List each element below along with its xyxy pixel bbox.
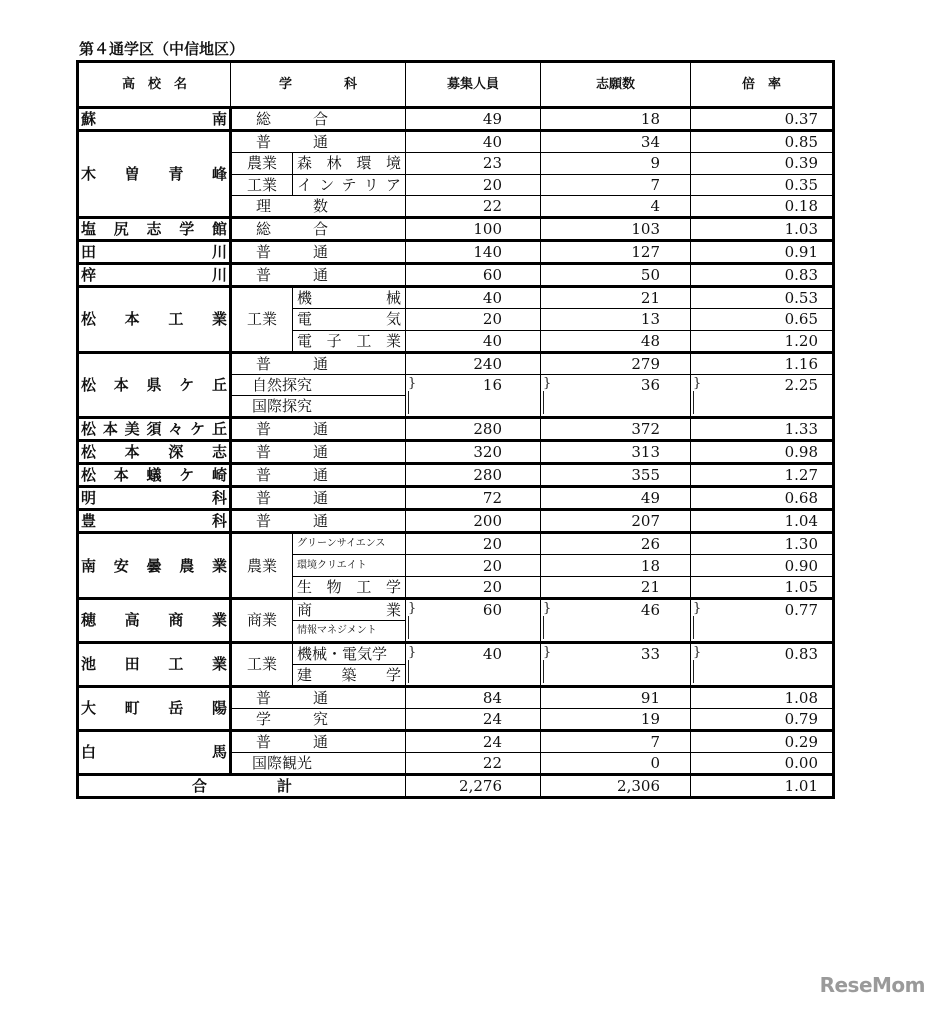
applicants-value: 207 [541,510,691,533]
department: 建築学 [293,664,406,686]
school-name: 松本工業 [78,287,231,353]
school-name: 木曽青峰 [78,131,231,218]
department [231,218,406,241]
department: 商業 [293,598,406,620]
applicants-value: 127 [541,241,691,264]
applicants-value: 13 [541,309,691,331]
department [231,708,406,730]
capacity-value: 40 [406,330,541,352]
table-row [78,533,834,555]
department: 機械 [293,287,406,309]
capacity-value: 24 [406,708,541,730]
capacity-value: 240 [406,352,541,374]
school-name: 田川 [78,241,231,264]
applicants-value: 18 [541,108,691,131]
header-ratio: 倍 率 [691,62,834,108]
department-label: 総合 [256,220,328,239]
department [231,464,406,487]
capacity-value: 20 [406,576,541,598]
department-label: 普通 [256,266,328,285]
department [231,241,406,264]
applicants-value: 19 [541,708,691,730]
school-name: 松本県ケ丘 [78,352,231,418]
school-name: 松本深志 [78,441,231,464]
ratio-value: 0.37 [691,108,834,131]
department [231,441,406,464]
applicants-value: 21 [541,576,691,598]
ratio-value: 1.27 [691,464,834,487]
brace-icon: } [543,600,552,616]
ratio-label: 0.83 [784,644,818,663]
capacity-value: 84 [406,686,541,708]
department [231,686,406,708]
total-applicants: 2,306 [541,774,691,797]
brace-icon: } [408,375,417,391]
course-category: 商業 [231,598,293,642]
school-name: 大町岳陽 [78,686,231,730]
department [231,487,406,510]
brace-icon: } [408,644,417,660]
capacity-value: 40 [406,287,541,309]
table-row [78,642,834,664]
department-label: 総合 [256,110,328,128]
department: インテリア [293,174,406,196]
applicants-value: 91 [541,686,691,708]
ratio-value: 1.20 [691,330,834,352]
department [231,418,406,441]
department: 生物工学 [293,576,406,598]
applicants-value: 50 [541,264,691,287]
table-row [78,218,834,241]
header-capacity: 募集人員 [406,62,541,108]
department: 自然探究 [231,374,406,396]
capacity-value: 22 [406,196,541,218]
capacity-value: 24 [406,730,541,752]
table-row [78,131,834,153]
total-capacity: 2,276 [406,774,541,797]
ratio-label: 2.25 [784,375,818,394]
school-name: 蘇南 [78,108,231,131]
department-label: 普通 [256,133,328,151]
table-row [78,108,834,131]
ratio-value: 0.53 [691,287,834,309]
department: グリーンサイエンス [293,533,406,555]
course-category: 工業 [231,174,293,196]
department-label: 普通 [256,354,328,373]
department-label: 普通 [256,443,328,462]
capacity-value: 320 [406,441,541,464]
applicants-value [541,374,691,418]
table-row [78,287,834,309]
ratio-value: 0.29 [691,730,834,752]
department [231,352,406,374]
capacity-label: 40 [482,644,502,663]
brace-icon: } [693,600,702,616]
applicants-value: 9 [541,153,691,175]
course-category: 農業 [231,153,293,175]
capacity-label: 16 [482,375,502,394]
school-name: 明科 [78,487,231,510]
department [231,510,406,533]
ratio-value: 1.04 [691,510,834,533]
ratio-value: 1.30 [691,533,834,555]
ratio-value: 0.18 [691,196,834,218]
school-name: 豊科 [78,510,231,533]
resemom-logo: ReseMom [819,973,925,997]
school-name: 松本美須々ケ丘 [78,418,231,441]
table-row [78,730,834,752]
school-name: 穂高商業 [78,598,231,642]
department: 環境クリエイト [293,555,406,577]
ratio-value: 1.05 [691,576,834,598]
capacity-value: 140 [406,241,541,264]
department-label: 普通 [256,466,328,485]
ratio-value: 0.79 [691,708,834,730]
applicants-value: 49 [541,487,691,510]
department: 国際探究 [231,396,406,418]
department: 国際観光 [231,752,406,774]
table-row [78,487,834,510]
capacity-value: 200 [406,510,541,533]
ratio-label: 0.77 [784,600,818,619]
school-name: 梓川 [78,264,231,287]
capacity-value: 20 [406,533,541,555]
applicants-value: 279 [541,352,691,374]
applicants-label: 46 [640,600,660,619]
capacity-value: 40 [406,131,541,153]
applicants-value: 26 [541,533,691,555]
department: 電子工業 [293,330,406,352]
course-category: 工業 [231,287,293,353]
school-name: 池田工業 [78,642,231,686]
ratio-value: 0.35 [691,174,834,196]
capacity-value: 20 [406,174,541,196]
capacity-value: 280 [406,464,541,487]
table-row [78,441,834,464]
department [231,264,406,287]
department: 情報マネジメント [293,620,406,642]
capacity-value: 23 [406,153,541,175]
department: 機械・電気学 [293,642,406,664]
brace-icon: } [693,375,702,391]
ratio-value: 0.65 [691,309,834,331]
capacity-value: 22 [406,752,541,774]
course-category: 工業 [231,642,293,686]
table-row [78,464,834,487]
total-ratio: 1.01 [691,774,834,797]
ratio-value: 1.33 [691,418,834,441]
department [231,730,406,752]
table-body [78,108,834,775]
capacity-value: 49 [406,108,541,131]
applicants-value: 7 [541,174,691,196]
applicants-value: 103 [541,218,691,241]
table-row [78,418,834,441]
applicants-value [541,598,691,642]
capacity-label: 60 [482,600,502,619]
table-row [78,241,834,264]
school-name: 松本蟻ケ崎 [78,464,231,487]
brace-icon: } [408,600,417,616]
capacity-value [406,642,541,686]
school-name: 南安曇農業 [78,533,231,599]
department-label: 普通 [256,420,328,439]
ratio-value: 1.16 [691,352,834,374]
table-row [78,264,834,287]
department [231,131,406,153]
ratio-value [691,642,834,686]
department-label: 普通 [256,512,328,531]
applicants-value: 372 [541,418,691,441]
school-name: 塩尻志学館 [78,218,231,241]
department-label: 学究 [256,709,328,728]
table-row [78,510,834,533]
ratio-value: 0.98 [691,441,834,464]
department: 電気 [293,309,406,331]
ratio-value: 1.08 [691,686,834,708]
brace-icon: } [693,644,702,660]
applicants-value: 48 [541,330,691,352]
department: 森林環境 [293,153,406,175]
ratio-value [691,598,834,642]
department-label: 普通 [256,732,328,751]
admissions-table [76,60,835,799]
ratio-value: 0.90 [691,555,834,577]
capacity-value [406,598,541,642]
total-label: 合計 [192,776,292,795]
ratio-value: 0.91 [691,241,834,264]
department-label: 理数 [256,197,328,216]
applicants-label: 36 [640,375,660,394]
department-label: 普通 [256,688,328,707]
capacity-value: 72 [406,487,541,510]
ratio-value: 0.39 [691,153,834,175]
brace-icon: } [543,375,552,391]
applicants-value [541,642,691,686]
course-category: 農業 [231,533,293,599]
applicants-value: 313 [541,441,691,464]
document-title: 第４通学区（中信地区） [79,40,245,58]
header-applicants: 志願数 [541,62,691,108]
header-row [78,62,834,108]
ratio-value: 0.85 [691,131,834,153]
department [231,196,406,218]
applicants-value: 21 [541,287,691,309]
applicants-value: 4 [541,196,691,218]
school-name: 白馬 [78,730,231,774]
ratio-value: 0.83 [691,264,834,287]
applicants-value: 0 [541,752,691,774]
capacity-value: 20 [406,309,541,331]
table-row [78,598,834,620]
capacity-value: 100 [406,218,541,241]
capacity-value: 20 [406,555,541,577]
table-row [78,686,834,708]
capacity-value [406,374,541,418]
applicants-value: 355 [541,464,691,487]
department-label: 普通 [256,243,328,262]
header-school: 高 校 名 [78,62,231,108]
applicants-label: 33 [640,644,660,663]
applicants-value: 34 [541,131,691,153]
total-row [78,774,834,797]
ratio-value [691,374,834,418]
ratio-value: 1.03 [691,218,834,241]
department [231,108,406,131]
header-dept: 学 科 [231,62,406,108]
ratio-value: 0.00 [691,752,834,774]
brace-icon: } [543,644,552,660]
applicants-value: 7 [541,730,691,752]
table-row [78,352,834,374]
ratio-value: 0.68 [691,487,834,510]
capacity-value: 280 [406,418,541,441]
applicants-value: 18 [541,555,691,577]
capacity-value: 60 [406,264,541,287]
department-label: 普通 [256,489,328,508]
